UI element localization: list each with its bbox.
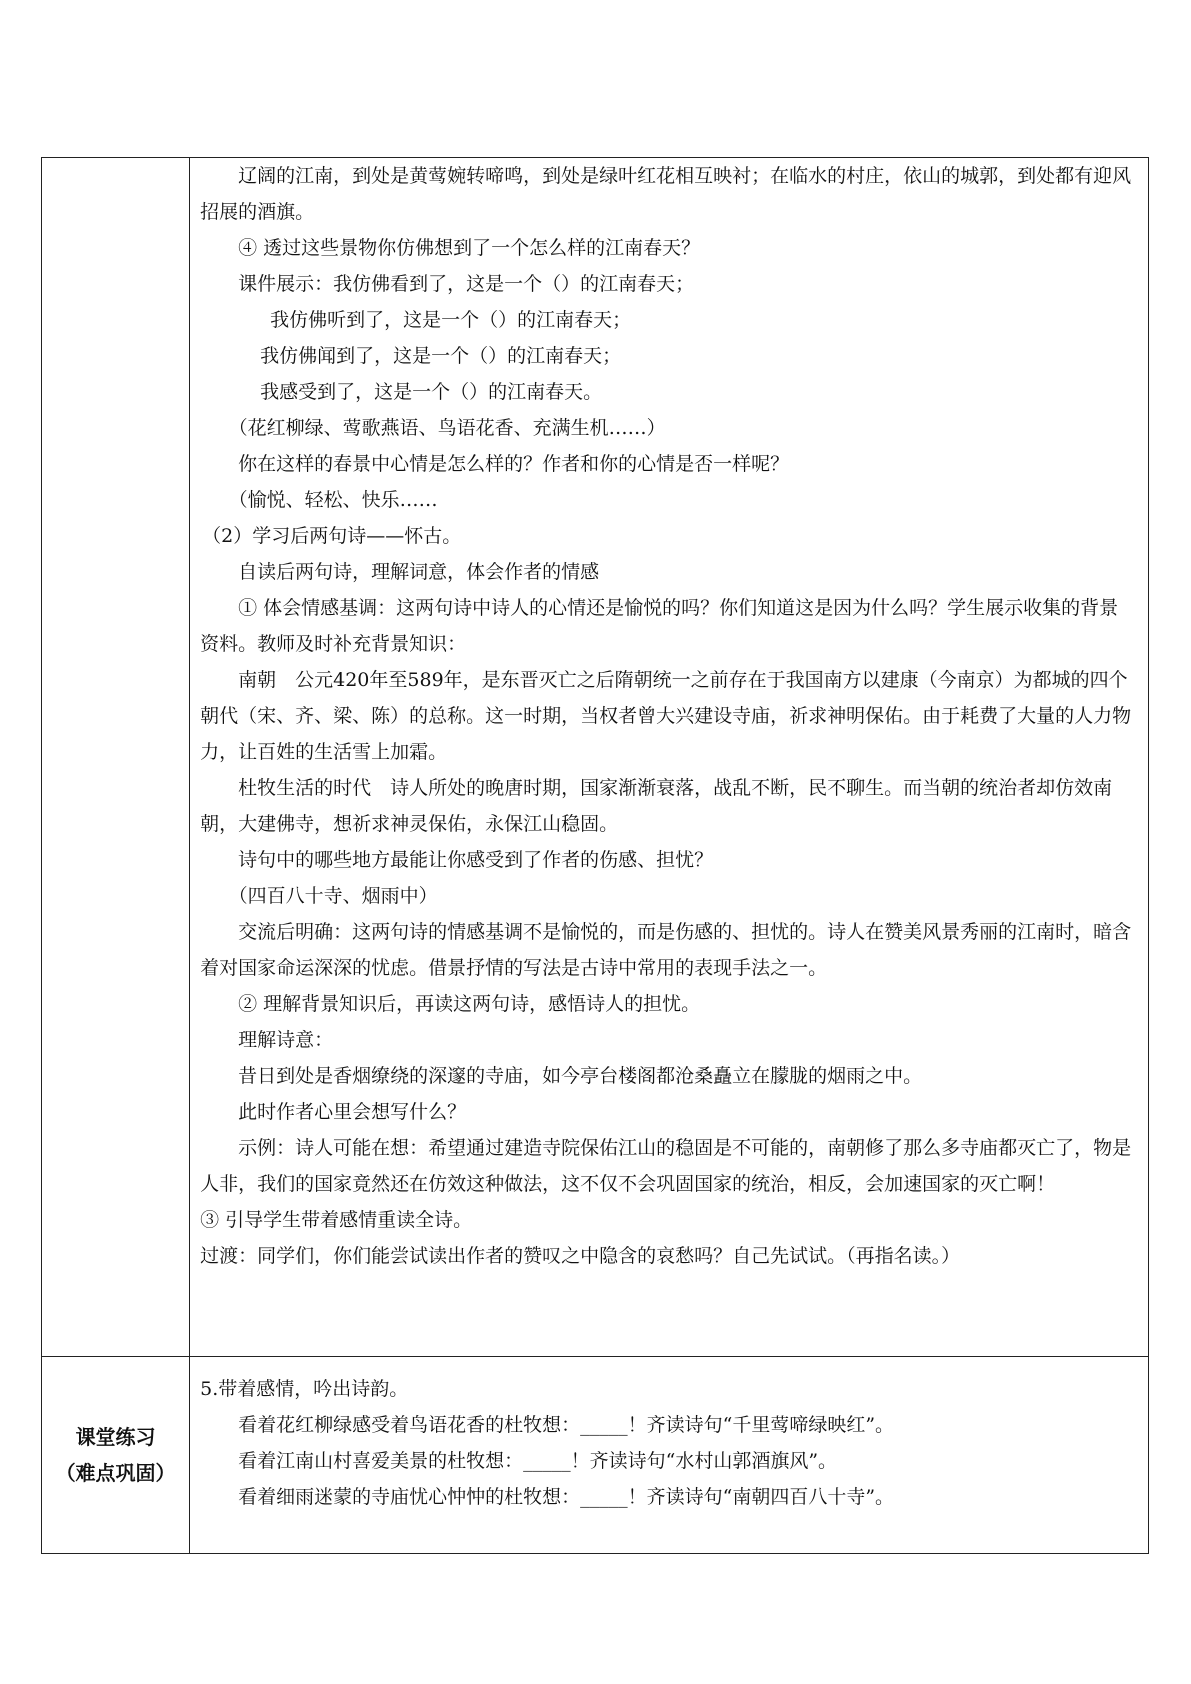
paragraph: 辽阔的江南，到处是黄莺婉转啼鸣，到处是绿叶红花相互映衬；在临水的村庄，依山的城郭，到处都有迎风招展的酒旗。 xyxy=(200,165,1132,223)
class-practice-content xyxy=(190,1357,1149,1554)
teaching-process-content xyxy=(190,158,1149,1357)
paragraph: 课件展示：我仿佛看到了，这是一个（）的江南春天； xyxy=(238,273,695,295)
paragraph: 我感受到了，这是一个（）的江南春天。 xyxy=(260,381,603,403)
section-label-title: 课堂练习 xyxy=(75,1425,156,1449)
paragraph: ③ 引导学生带着感情重读全诗。 xyxy=(200,1209,473,1231)
paragraph: 自读后两句诗，理解词意，体会作者的情感 xyxy=(238,561,600,583)
lesson-plan-table xyxy=(41,157,1149,1554)
teaching-process-row xyxy=(42,158,1149,1357)
paragraph: （愉悦、轻松、快乐…… xyxy=(228,489,438,511)
paragraph: 昔日到处是香烟缭绕的深邃的寺庙，如今亭台楼阁都沧桑矗立在朦胧的烟雨之中。 xyxy=(238,1065,923,1087)
paragraph: 我仿佛闻到了，这是一个（）的江南春天； xyxy=(260,345,622,367)
empty-label-cell xyxy=(42,158,190,1357)
paragraph: 南朝 公元420年至589年，是东晋灭亡之后隋朝统一之前存在于我国南方以建康（今南京）为都城的四个朝代（宋、齐、梁、陈）的总称。这一时期，当权者曾大兴建设寺庙，祈求神明保佑。由于耗费了大量的人力物力，让百姓的生活雪上加霜。 xyxy=(200,669,1132,763)
paragraph: （四百八十寺、烟雨中） xyxy=(228,885,438,907)
paragraph: 我仿佛听到了，这是一个（）的江南春天； xyxy=(270,309,632,331)
paragraph: 杜牧生活的时代 诗人所处的晚唐时期，国家渐渐衰落，战乱不断，民不聊生。而当朝的统治者却仿效南朝，大建佛寺，想祈求神灵保佑，永保江山稳固。 xyxy=(200,777,1113,835)
paragraph: ① 体会情感基调：这两句诗中诗人的心情还是愉悦的吗？你们知道这是因为什么吗？学生展示收集的背景资料。教师及时补充背景知识： xyxy=(200,597,1119,655)
section-label xyxy=(42,1357,190,1554)
paragraph: 诗句中的哪些地方最能让你感受到了作者的伤感、担忧？ xyxy=(238,849,714,871)
paragraph: 看着江南山村喜爱美景的杜牧想：_____！齐读诗句“水村山郭酒旗风”。 xyxy=(238,1450,838,1472)
paragraph: 交流后明确：这两句诗的情感基调不是愉悦的，而是伤感的、担忧的。诗人在赞美风景秀丽的江南时，暗含着对国家命运深深的忧虑。借景抒情的写法是古诗中常用的表现手法之一。 xyxy=(200,921,1132,979)
paragraph: ② 理解背景知识后，再读这两句诗，感悟诗人的担忧。 xyxy=(238,993,701,1015)
paragraph: 你在这样的春景中心情是怎么样的？作者和你的心情是否一样呢？ xyxy=(238,453,790,475)
paragraph: 理解诗意： xyxy=(238,1029,334,1051)
paragraph: ④ 透过这些景物你仿佛想到了一个怎么样的江南春天？ xyxy=(238,237,701,259)
paragraph: 5.带着感情，吟出诗韵。 xyxy=(200,1378,409,1400)
section-label-subtitle: （难点巩固） xyxy=(55,1461,176,1485)
paragraph: 过渡：同学们，你们能尝试读出作者的赞叹之中隐含的哀愁吗？自己先试试。（再指名读。） xyxy=(200,1245,961,1267)
paragraph: （2）学习后两句诗——怀古。 xyxy=(202,525,462,547)
paragraph: （花红柳绿、莺歌燕语、鸟语花香、充满生机……） xyxy=(228,417,666,439)
paragraph: 示例：诗人可能在想：希望通过建造寺院保佑江山的稳固是不可能的，南朝修了那么多寺庙都灭亡了，物是人非，我们的国家竟然还在仿效这种做法，这不仅不会巩固国家的统治，相反，会加速国家的灭亡啊！ xyxy=(200,1137,1132,1195)
paragraph: 看着花红柳绿感受着鸟语花香的杜牧想：_____！齐读诗句“千里莺啼绿映红”。 xyxy=(238,1414,895,1436)
paragraph: 看着细雨迷蒙的寺庙忧心忡忡的杜牧想：_____！齐读诗句“南朝四百八十寺”。 xyxy=(238,1486,895,1508)
class-practice-row xyxy=(42,1357,1149,1554)
paragraph: 此时作者心里会想写什么？ xyxy=(238,1101,467,1123)
